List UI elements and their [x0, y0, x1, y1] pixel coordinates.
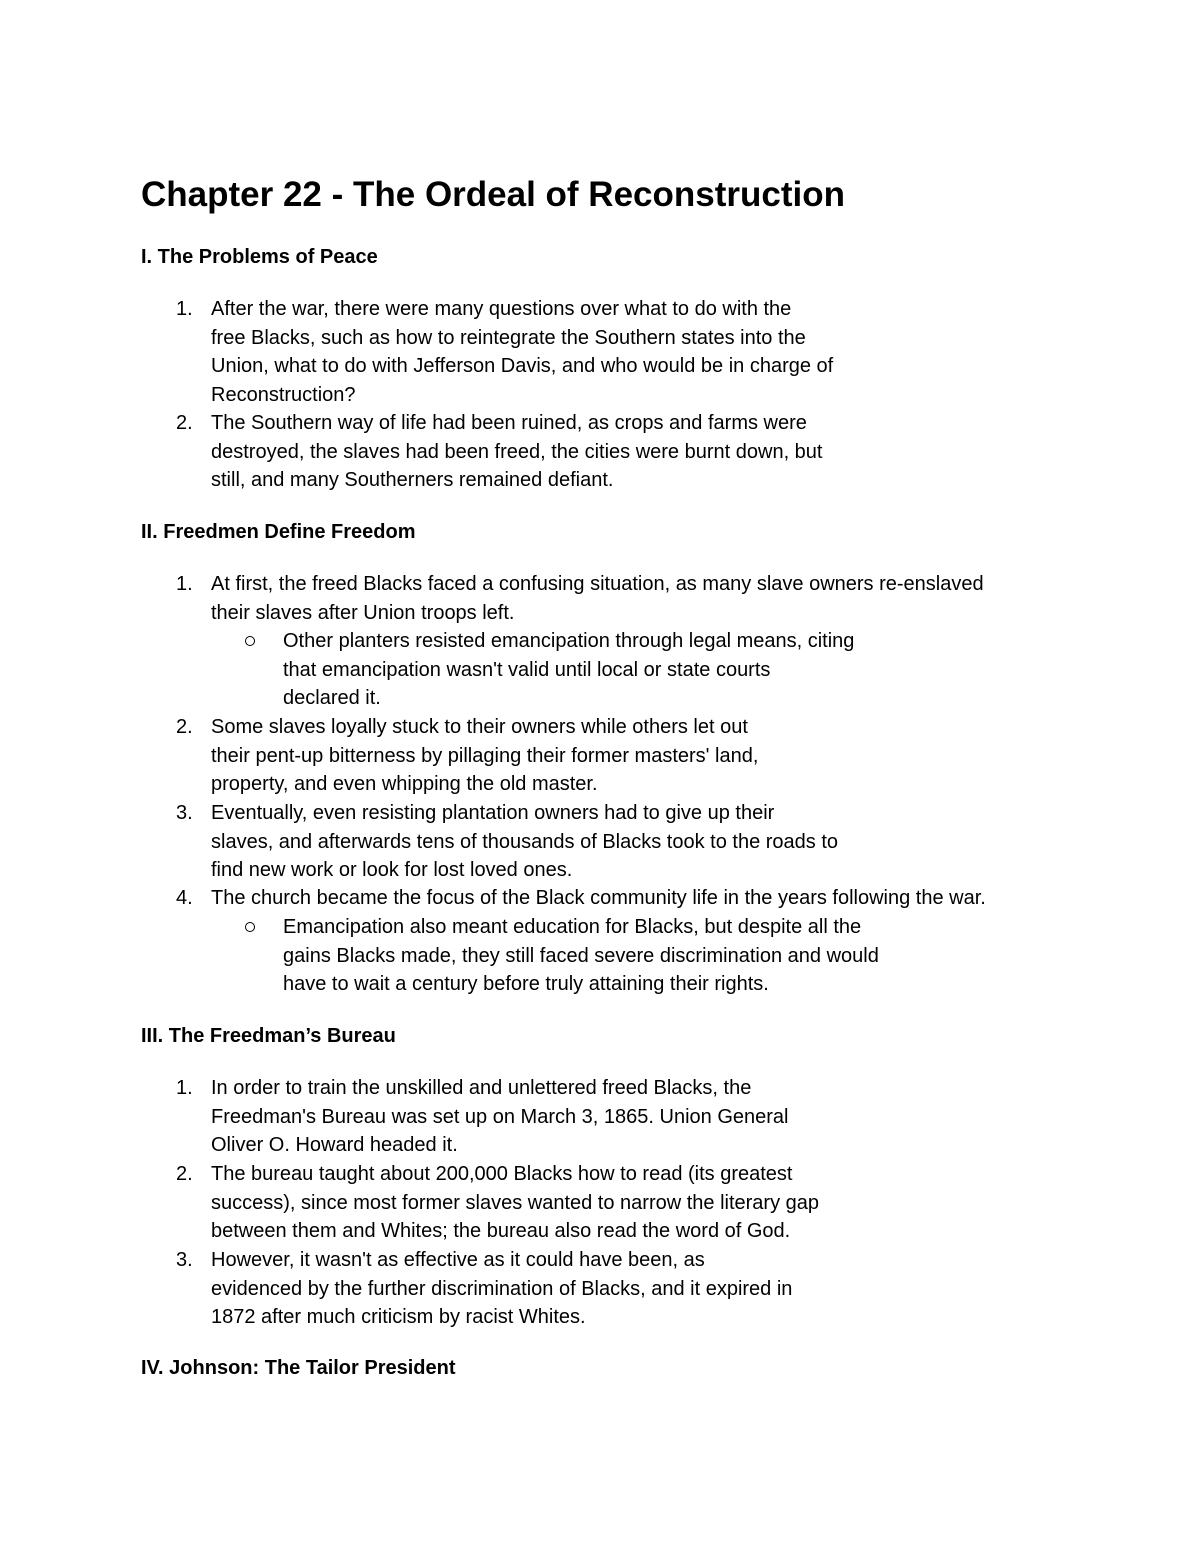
list-item-text	[211, 884, 1071, 913]
text-line: The Southern way of life had been ruined, as crops and farms were	[211, 412, 807, 434]
text-line: their slaves after Union troops left.	[211, 601, 515, 624]
list-item-number: 1.	[176, 573, 193, 595]
list-item-text	[211, 799, 1071, 885]
text-line: The bureau taught about 200,000 Blacks how to read (its greatest	[211, 1163, 793, 1185]
text-line: declared it.	[283, 687, 381, 710]
text-line: Oliver O. Howard headed it.	[211, 1134, 458, 1157]
section-heading-3: III. The Freedman’s Bureau	[141, 1025, 396, 1047]
text-line: After the war, there were many questions over what to do with the	[211, 298, 792, 320]
text-line: Union, what to do with Jefferson Davis, and who would be in charge of	[211, 355, 834, 378]
list-item-text	[211, 295, 1071, 409]
list-item-number: 3.	[176, 1249, 193, 1271]
list-item-text	[211, 1160, 1071, 1246]
sub-list-item-text	[283, 627, 1083, 713]
list-item-number: 1.	[176, 298, 193, 320]
hollow-circle-bullet-icon	[245, 636, 255, 646]
text-line: Eventually, even resisting plantation owners had to give up their	[211, 802, 775, 824]
list-item-number: 4.	[176, 887, 193, 909]
text-line: Freedman's Bureau was set up on March 3, 1865. Union General	[211, 1105, 789, 1128]
hollow-circle-bullet-icon	[245, 922, 255, 932]
text-line: At first, the freed Blacks faced a confusing situation, as many slave owners re-enslaved	[211, 573, 984, 595]
text-line: Some slaves loyally stuck to their owners while others let out	[211, 716, 748, 738]
text-line: Emancipation also meant education for Blacks, but despite all the	[283, 916, 862, 938]
text-line: gains Blacks made, they still faced severe discrimination and would	[283, 944, 879, 967]
text-line: Other planters resisted emancipation through legal means, citing	[283, 630, 855, 652]
list-item-text	[211, 409, 1071, 495]
text-line: success), since most former slaves wanted to narrow the literary gap	[211, 1191, 820, 1214]
text-line: Reconstruction?	[211, 383, 356, 406]
text-line: slaves, and afterwards tens of thousands of Blacks took to the roads to	[211, 830, 839, 853]
list-item-text	[211, 1074, 1071, 1160]
sub-list-item-text	[283, 913, 1083, 999]
document-title: Chapter 22 - The Ordeal of Reconstruction	[141, 175, 845, 214]
text-line: evidenced by the further discrimination of Blacks, and it expired in	[211, 1277, 793, 1300]
text-line: The church became the focus of the Black community life in the years following the war.	[211, 887, 986, 909]
text-line: that emancipation wasn't valid until local or state courts	[283, 658, 771, 681]
section-heading-2: II. Freedmen Define Freedom	[141, 521, 416, 543]
text-line: have to wait a century before truly attaining their rights.	[283, 973, 769, 996]
list-item-number: 2.	[176, 1163, 193, 1185]
text-line: However, it wasn't as effective as it could have been, as	[211, 1249, 705, 1271]
list-item-number: 3.	[176, 802, 193, 824]
list-item-text	[211, 1246, 1071, 1332]
list-item-number: 1.	[176, 1077, 193, 1099]
text-line: their pent-up bitterness by pillaging their former masters' land,	[211, 744, 759, 767]
list-item-text	[211, 713, 1071, 799]
text-line: find new work or look for lost loved ones.	[211, 859, 573, 882]
text-line: property, and even whipping the old master.	[211, 773, 598, 796]
text-line: between them and Whites; the bureau also read the word of God.	[211, 1220, 791, 1243]
section-heading-1: I. The Problems of Peace	[141, 246, 378, 268]
text-line: still, and many Southerners remained defiant.	[211, 469, 614, 492]
list-item-number: 2.	[176, 716, 193, 738]
section-heading-4: IV. Johnson: The Tailor President	[141, 1357, 456, 1379]
text-line: destroyed, the slaves had been freed, the cities were burnt down, but	[211, 440, 823, 463]
list-item-number: 2.	[176, 412, 193, 434]
list-item-text	[211, 570, 1071, 627]
text-line: free Blacks, such as how to reintegrate the Southern states into the	[211, 326, 806, 349]
text-line: 1872 after much criticism by racist Whites.	[211, 1306, 586, 1329]
text-line: In order to train the unskilled and unlettered freed Blacks, the	[211, 1077, 752, 1099]
